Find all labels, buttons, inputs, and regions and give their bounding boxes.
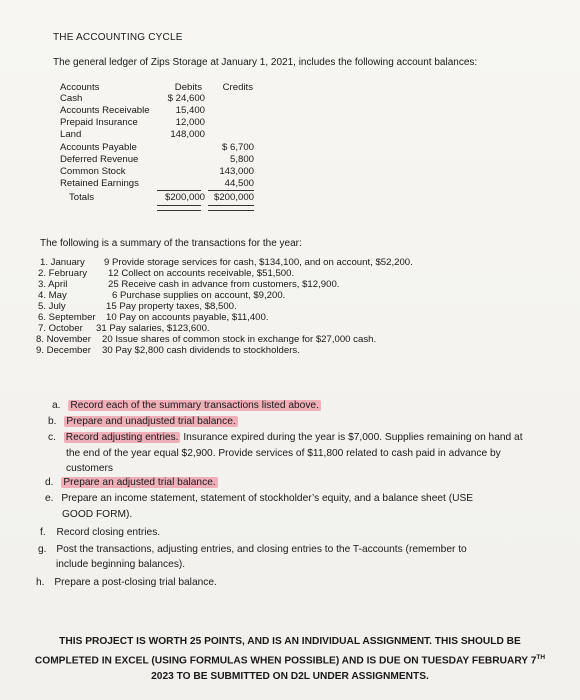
task-letter: b. (48, 416, 57, 427)
transaction-date: 2. February (38, 268, 88, 279)
account-name: Prepaid Insurance (60, 117, 138, 128)
assignment-note (0, 634, 580, 685)
credit-value: 143,000 (219, 166, 254, 177)
task-letter: e. (45, 493, 54, 504)
task-letter: a. (52, 400, 61, 411)
transaction-text: 12 Collect on accounts receivable, $51,500. (108, 268, 295, 279)
task-b (48, 416, 238, 427)
task-letter: h. (36, 577, 45, 588)
list-item (38, 279, 339, 290)
transaction-text: 31 Pay salaries, $123,600. (96, 323, 210, 334)
list-item (36, 345, 300, 356)
summary-heading: The following is a summary of the transactions for the year: (40, 238, 302, 249)
transaction-date: 4. May (38, 290, 67, 301)
table-row (60, 93, 260, 105)
intro-text: The general ledger of Zips Storage at January 1, 2021, includes the following account balances: (53, 57, 478, 68)
task-d (45, 477, 218, 488)
task-e-line-2: GOOD FORM). (62, 509, 133, 520)
transaction-text: 20 Issue shares of common stock in exchange for $27,000 cash. (102, 334, 377, 345)
credit-value: 44,500 (224, 178, 254, 189)
task-letter: d. (45, 477, 54, 488)
transaction-text: 15 Pay property taxes, $8,500. (106, 301, 237, 312)
account-name: Retained Earnings (60, 178, 139, 189)
task-a (52, 400, 321, 411)
credit-underline (208, 190, 254, 191)
totals-row (60, 192, 260, 204)
transaction-date: 6. September (38, 312, 96, 323)
credit-value: 5,800 (229, 154, 254, 165)
transaction-text: 9 Provide storage services for cash, $134,100, and on account, $52,200. (104, 257, 413, 268)
task-c-line-3: customers (66, 463, 113, 474)
transaction-date: 8. November (36, 334, 91, 345)
account-name: Cash (60, 93, 83, 104)
task-letter: f. (40, 527, 46, 538)
account-name: Deferred Revenue (60, 154, 139, 165)
debit-total: $200,000 (164, 192, 205, 203)
task-text: Record adjusting entries. (65, 432, 179, 443)
transaction-date: 5. July (38, 301, 66, 312)
task-text: Prepare and unadjusted trial balance. (66, 416, 236, 427)
debit-value: 12,000 (175, 117, 205, 128)
task-text: Prepare a post-closing trial balance. (54, 577, 217, 588)
debit-value: $ 24,600 (167, 93, 205, 104)
account-name: Accounts Payable (60, 142, 137, 153)
task-c-line-2: the end of the year equal $2,900. Provide services of $11,800 related to cash paid in advance by (66, 448, 501, 459)
table-row (60, 117, 260, 129)
note-superscript: TH (536, 654, 546, 661)
debit-value: 148,000 (170, 129, 205, 140)
account-name: Common Stock (60, 166, 126, 177)
task-text: Record each of the summary transactions listed above. (70, 400, 319, 411)
debit-double-underline (157, 205, 201, 211)
task-text: Record closing entries. (56, 527, 161, 538)
table-row (60, 105, 260, 117)
note-line-1: THIS PROJECT IS WORTH 25 POINTS, AND IS AN INDIVIDUAL ASSIGNMENT. THIS SHOULD BE (59, 636, 521, 647)
list-item (38, 268, 294, 279)
debits-header: Debits (174, 82, 202, 93)
credit-total: $200,000 (213, 192, 254, 203)
accounts-header: Accounts (60, 82, 100, 93)
list-item (36, 334, 376, 345)
table-row (60, 178, 260, 190)
table-row (60, 166, 260, 178)
debit-value: 15,400 (175, 105, 205, 116)
task-f (40, 527, 160, 538)
task-g-line-2: include beginning balances). (56, 559, 186, 570)
table-row (60, 154, 260, 166)
totals-label: Totals (69, 192, 95, 203)
task-text: Insurance expired during the year is $7,000. Supplies remaining on hand at (180, 432, 523, 443)
task-letter: c. (48, 432, 56, 443)
transaction-text: 6 Purchase supplies on account, $9,200. (112, 290, 286, 301)
transaction-date: 1. January (40, 257, 85, 268)
list-item (38, 312, 269, 323)
note-line-3: 2023 TO BE SUBMITTED ON D2L UNDER ASSIGNMENTS. (151, 671, 429, 683)
document-title: THE ACCOUNTING CYCLE (53, 32, 183, 43)
note-line-2 (0, 650, 580, 669)
task-c (48, 432, 523, 443)
transaction-text: 30 Pay $2,800 cash dividends to stockholders. (102, 345, 300, 356)
task-e (45, 493, 473, 504)
credit-value: $ 6,700 (221, 142, 254, 153)
credit-double-underline (208, 205, 254, 211)
transaction-text: 10 Pay on accounts payable, $11,400. (106, 312, 269, 323)
transaction-date: 3. April (38, 279, 68, 290)
task-text: Post the transactions, adjusting entries, and closing entries to the T-accounts (remember to (56, 544, 467, 555)
transaction-date: 7. October (38, 323, 83, 334)
list-item (38, 290, 285, 301)
task-g (38, 544, 467, 555)
list-item (40, 257, 413, 268)
transaction-text: 25 Receive cash in advance from customers, $12,900. (108, 279, 340, 290)
transaction-date: 9. December (36, 345, 91, 356)
task-text: Prepare an adjusted trial balance. (63, 477, 216, 488)
account-name: Land (60, 129, 82, 140)
note-line-2-text: COMPLETED IN EXCEL (USING FORMULAS WHEN POSSIBLE) AND IS DUE ON TUESDAY FEBRUARY 7 (34, 655, 537, 667)
list-item (38, 323, 210, 334)
table-row (60, 142, 260, 154)
account-name: Accounts Receivable (60, 105, 150, 116)
debit-underline (157, 190, 201, 191)
credits-header: Credits (222, 82, 253, 93)
table-row (60, 129, 260, 141)
task-text: Prepare an income statement, statement of stockholder’s equity, and a balance sheet (USE (61, 493, 474, 504)
task-h (36, 577, 217, 588)
list-item (38, 301, 237, 312)
task-letter: g. (38, 544, 47, 555)
